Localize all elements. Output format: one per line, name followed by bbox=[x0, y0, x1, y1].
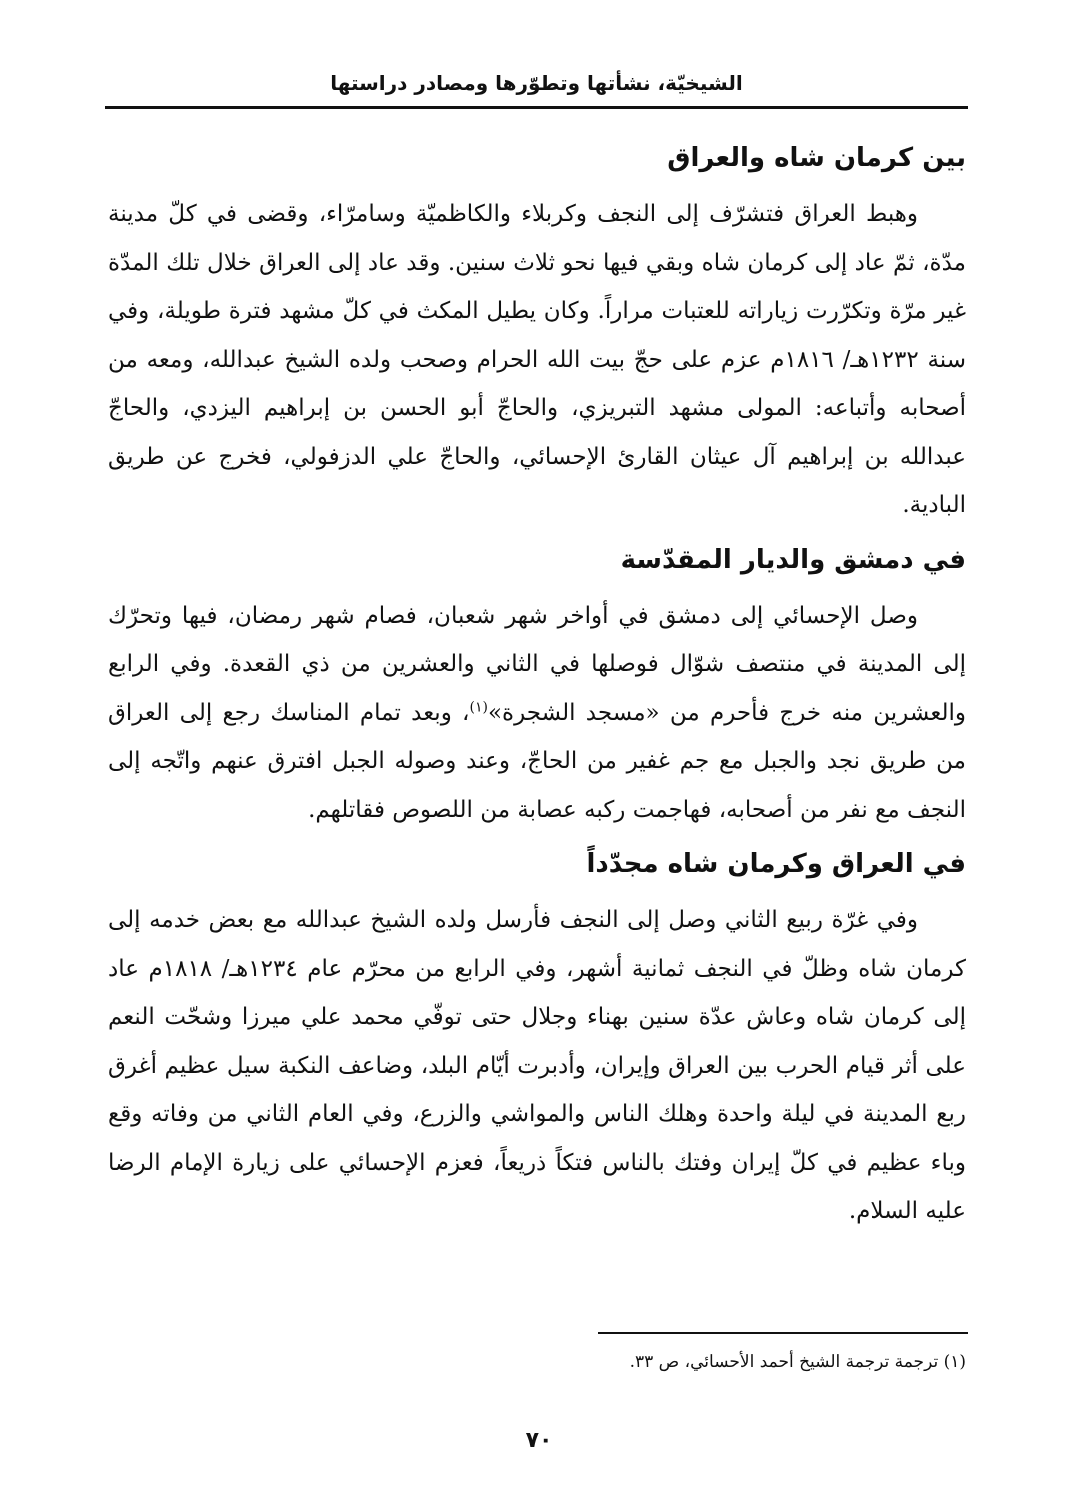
paragraph-damascus-holy-lands bbox=[108, 592, 966, 835]
footnote: (١) ترجمة ترجمة الشيخ أحمد الأحسائي، ص ٣٣. bbox=[629, 1352, 966, 1372]
footnote-rule bbox=[598, 1332, 968, 1334]
paragraph-iraq-kermanshah-again: وفي غرّة ربيع الثاني وصل إلى النجف فأرسل ولده الشيخ عبدالله مع بعض خدمه إلى كرمان شاه وظلّ في النجف ثمانية أشهر، وفي الرابع من محرّم عام ١٢٣٤هـ/ ١٨١٨م عاد إلى كرمان شاه وعاش عدّة سنين بهناء وجلال حتى توفّي محمد علي ميرزا وشحّت النعم على أثر قيام الحرب بين العراق وإيران، وأدبرت أيّام البلد، وضاعف النكبة سيل عظيم أغرق ربع المدينة في ليلة واحدة وهلك الناس والمواشي والزرع، وفي العام الثاني من وفاته وقع وباء عظيم في كلّ إيران وفتك بالناس فتكاً ذريعاً، فعزم الإحسائي على زيارة الإمام الرضا عليه السلام. bbox=[108, 907, 966, 1224]
paragraph-kermanshah-iraq: وهبط العراق فتشرّف إلى النجف وكربلاء والكاظميّة وسامرّاء، وقضى في كلّ مدينة مدّة، ثمّ عاد إلى كرمان شاه وبقي فيها نحو ثلاث سنين. وقد عاد إلى العراق خلال تلك المدّة غير مرّة وتكرّرت زياراته للعتبات مراراً. وكان يطيل المكث في كلّ مشهد فترة طويلة، وفي سنة ١٢٣٢هـ/ ١٨١٦م عزم على حجّ بيت الله الحرام وصحب ولده الشيخ عبدالله، ومعه من أصحابه وأتباعه: المولى مشهد التبريزي، والحاجّ أبو الحسن بن إبراهيم اليزدي، والحاجّ عبدالله بن إبراهيم آل عيثان القارئ الإحسائي، والحاجّ علي الدزفولي، فخرج عن طريق البادية. bbox=[108, 201, 966, 518]
main-content bbox=[108, 138, 966, 1246]
running-header: الشيخيّة، نشأتها وتطوّرها ومصادر دراستها bbox=[330, 71, 743, 95]
section-title-iraq-kermanshah-again: في العراق وكرمان شاه مجدّداً bbox=[586, 849, 966, 879]
section-title-damascus-holy-lands: في دمشق والديار المقدّسة bbox=[620, 544, 966, 575]
page-number: ٧٠ bbox=[525, 1428, 553, 1453]
footnote-reference[interactable]: (١) bbox=[469, 698, 488, 715]
paragraph-damascus-part2: ، وبعد تمام المناسك رجع إلى العراق من طريق نجد والجبل مع جم غفير من الحاجّ، وعند وصوله الجبل افترق عنهم واتّجه إلى النجف مع نفر من أصحابه، فهاجمت ركبه عصابة من اللصوص فقاتلهم. bbox=[108, 699, 966, 823]
paragraph-damascus-part1: وصل الإحسائي إلى دمشق في أواخر شهر شعبان، فصام شهر رمضان، فيها وتحرّك إلى المدينة في منتصف شوّال فوصلها في الثاني والعشرين من ذي القعدة. وفي الرابع والعشرين منه خرج فأحرم من «مسجد الشجرة» bbox=[108, 602, 966, 726]
header-rule bbox=[105, 106, 968, 109]
section-title-kermanshah-iraq: بين كرمان شاه والعراق bbox=[667, 143, 966, 173]
